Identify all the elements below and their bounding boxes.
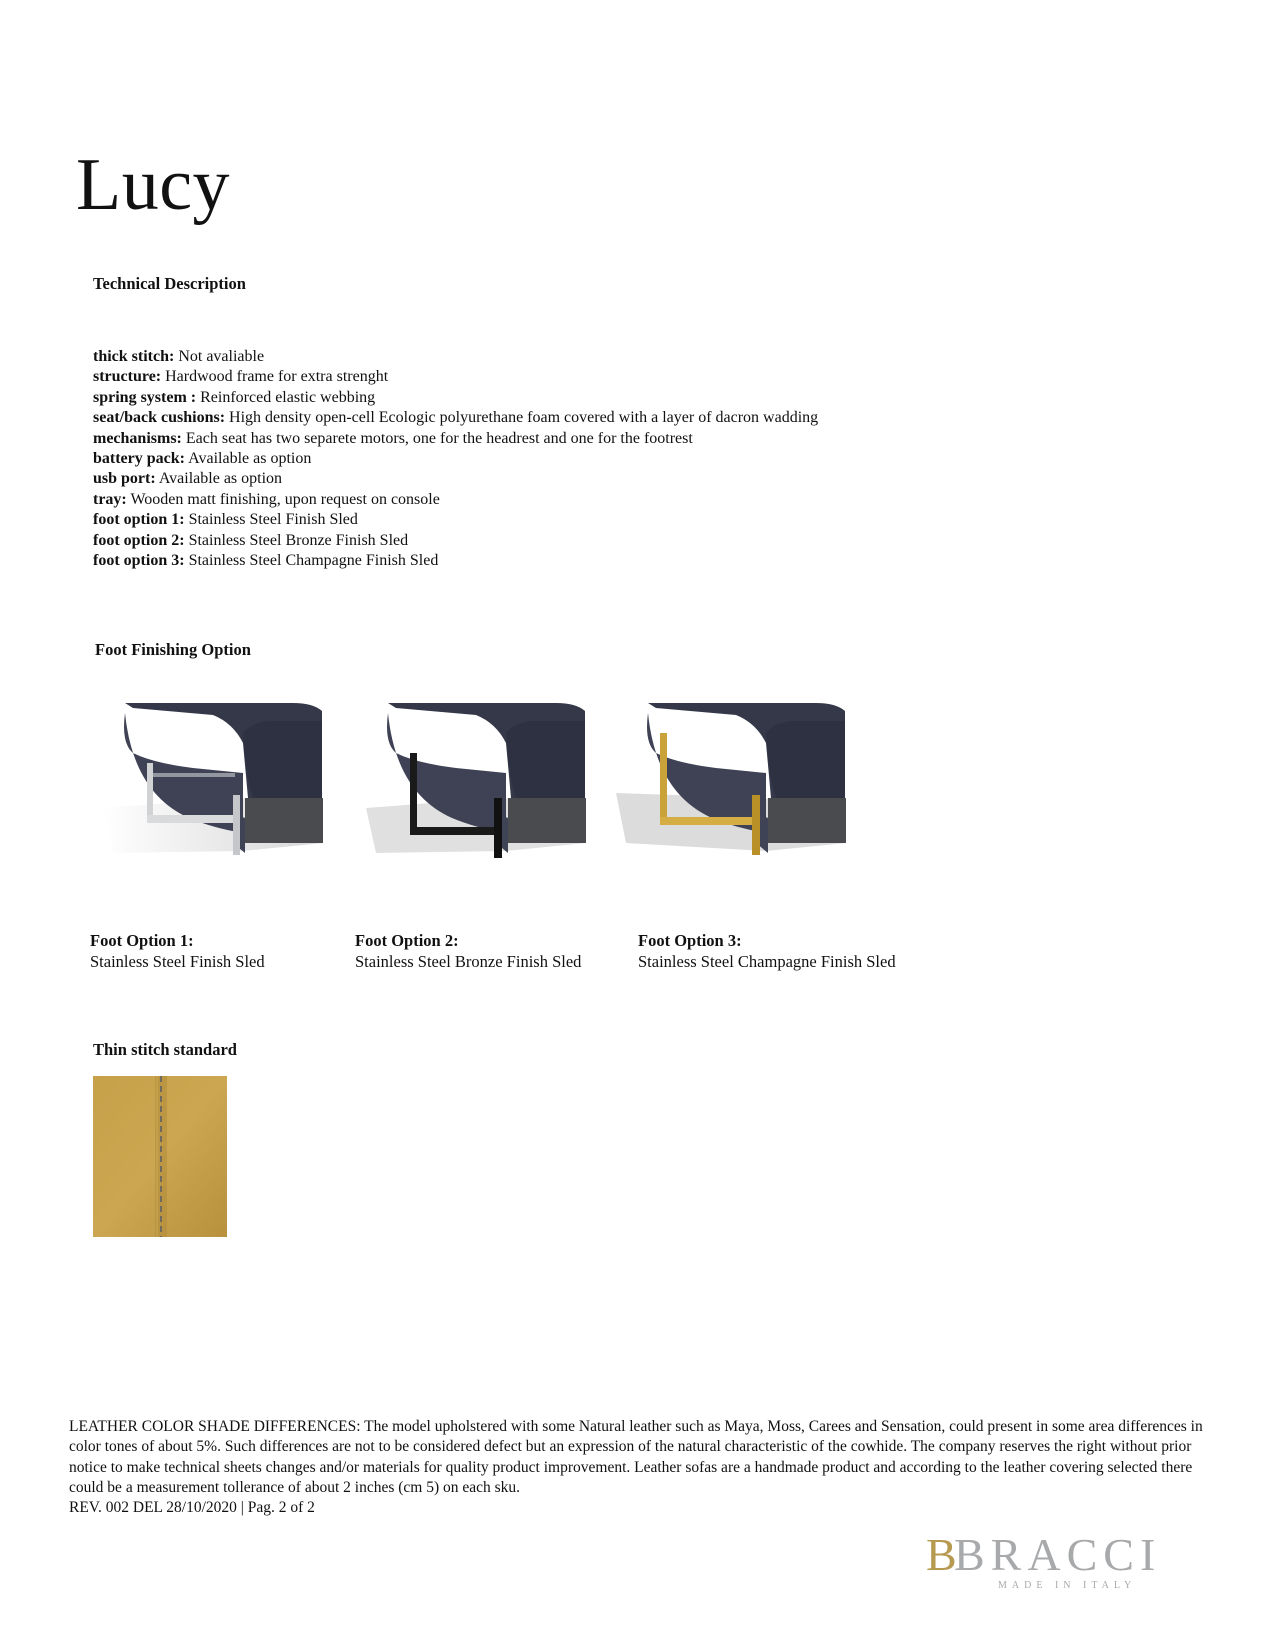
footer-text: [69, 1417, 1219, 1518]
svg-text:B: B: [926, 1530, 959, 1580]
spec-row: seat/back cushions: High density open-cell Ecologic polyurethane foam covered with a layer of dacron wadding: [93, 409, 819, 427]
spec-row: foot option 2: Stainless Steel Bronze Finish Sled: [93, 531, 409, 549]
foot-option-3-image: [616, 703, 846, 883]
spec-row: thick stitch: Not avaliable: [93, 348, 265, 365]
foot-option-1-title: Foot Option 1:: [90, 931, 194, 950]
foot-option-1-caption: [90, 930, 265, 972]
foot-finishing-heading: Foot Finishing Option: [95, 640, 251, 659]
foot-option-1-image: [93, 703, 323, 883]
foot-option-1-desc: Stainless Steel Finish Sled: [90, 952, 265, 971]
technical-description-heading: Technical Description: [93, 274, 246, 293]
foot-option-2-title: Foot Option 2:: [355, 931, 459, 950]
svg-text:BRACCI: BRACCI: [954, 1530, 1162, 1580]
revision-line: REV. 002 DEL 28/10/2020 | Pag. 2 of 2: [69, 1499, 315, 1517]
spec-row: spring system : Reinforced elastic webbing: [93, 388, 376, 406]
spec-row: foot option 3: Stainless Steel Champagne Finish Sled: [93, 552, 439, 570]
spec-row: foot option 1: Stainless Steel Finish Sled: [93, 511, 358, 529]
foot-option-2-image: [356, 703, 586, 883]
foot-option-3-title: Foot Option 3:: [638, 931, 742, 950]
foot-option-2-caption: [355, 930, 581, 972]
spec-row: tray: Wooden matt finishing, upon request on console: [93, 490, 440, 508]
spec-list: [93, 347, 818, 571]
thin-stitch-heading: Thin stitch standard: [93, 1040, 237, 1059]
svg-text:MADE IN ITALY: MADE IN ITALY: [998, 1580, 1137, 1591]
bracci-logo: [926, 1530, 1188, 1592]
foot-option-3-desc: Stainless Steel Champagne Finish Sled: [638, 952, 896, 971]
spec-row: battery pack: Available as option: [93, 450, 312, 468]
spec-row: mechanisms: Each seat has two separete motors, one for the headrest and one for the footrest: [93, 429, 693, 447]
thin-stitch-swatch: [93, 1076, 227, 1237]
spec-row: usb port: Available as option: [93, 470, 283, 488]
foot-option-2-desc: Stainless Steel Bronze Finish Sled: [355, 952, 582, 971]
leather-disclaimer: LEATHER COLOR SHADE DIFFERENCES: The model upholstered with some Natural leather such as Maya, Moss, Carees and Sensation, could present in some area differences in color tones of about 5%. Such differences are not to be considered defect but an expression of the natural characteristic of the cowhide. The company reserves the right without prior notice to make technical sheets changes and/or materials for quality product improvement. Leather sofas are a handmade product and according to the leather covering selected there could be a measurement tollerance of about 2 inches (cm 5) on each sku.: [69, 1418, 1203, 1496]
page-title: Lucy: [76, 144, 231, 226]
foot-option-3-caption: [638, 930, 896, 972]
spec-row: structure: Hardwood frame for extra strenght: [93, 368, 389, 386]
